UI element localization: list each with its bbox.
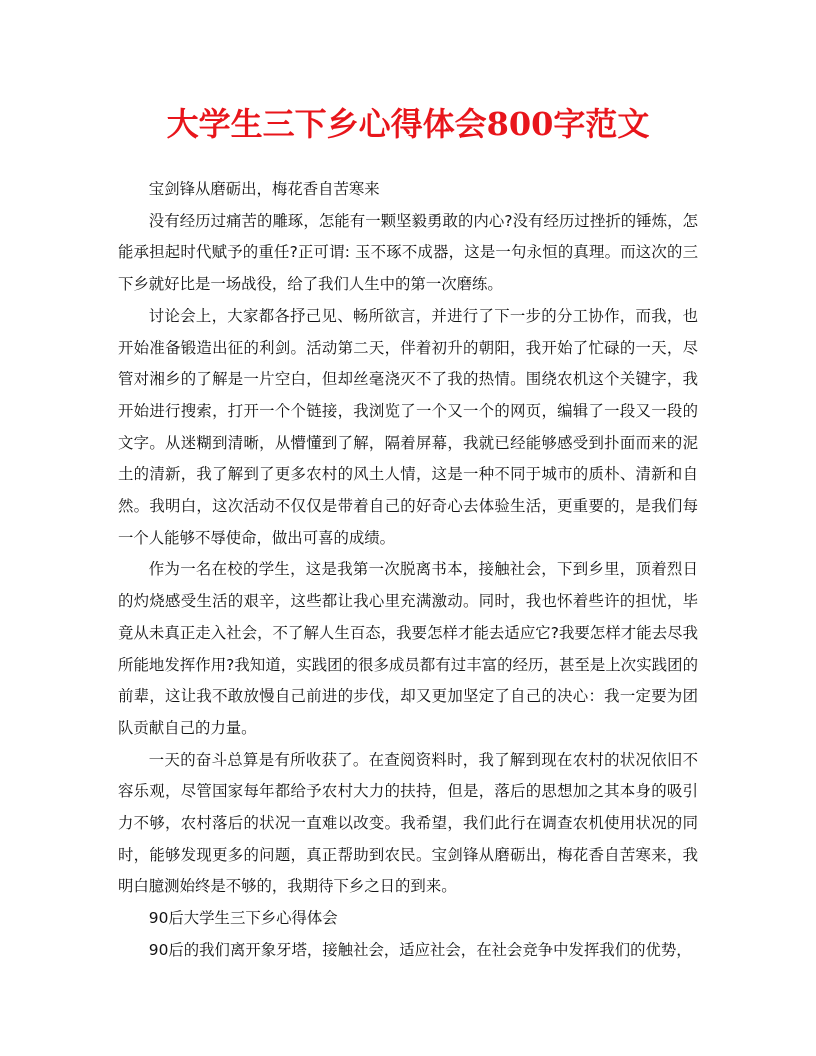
- paragraph: 作为一名在校的学生，这是我第一次脱离书本，接触社会，下到乡里，顶着烈日的灼烧感受生活的艰辛，这些都让我心里充满激动。同时，我也怀着些许的担忧，毕竟从未真正走入社会，不了解人生百态，我要怎样才能去适应它?我要怎样才能去尽我所能地发挥作用?我知道，实践团的很多成员都有过丰富的经历，甚至是上次实践团的前辈，这让我不敢放慢自己前进的步伐，却又更加坚定了自己的决心：我一定要为团队贡献自己的力量。: [118, 560, 698, 737]
- document-title: 大学生三下乡心得体会800字范文: [166, 105, 650, 143]
- paragraph-subheading-1: 宝剑锋从磨砺出，梅花香自苦寒来: [148, 180, 380, 198]
- paragraph-subheading-2: 90后大学生三下乡心得体会: [148, 909, 338, 928]
- paragraph: 90后的我们离开象牙塔，接触社会，适应社会，在社会竞争中发挥我们的优势，: [148, 940, 692, 959]
- paragraph: 一天的奋斗总算是有所收获了。在查阅资料时，我了解到现在农村的状况依旧不容乐观，尽管国家每年都给予农村大力的扶持，但是，落后的思想加之其本身的吸引力不够，农村落后的状况一直难以改变。我希望，我们此行在调查农机使用状况的同时，能够发现更多的问题，真正帮助到农民。宝剑锋从磨砺出，梅花香自苦寒来，我明白臆测始终是不够的，我期待下乡之日的到来。: [118, 750, 698, 896]
- paragraph: 讨论会上，大家都各抒己见、畅所欲言，并进行了下一步的分工协作，而我，也开始准备锻造出征的利剑。活动第二天，伴着初升的朝阳，我开始了忙碌的一天，尽管对湘乡的了解是一片空白，但却丝毫浇灭不了我的热情。围绕农机这个关键字，我开始进行搜索，打开一个个链接，我浏览了一个又一个的网页，编辑了一段又一段的文字。从迷糊到清晰，从懵懂到了解，隔着屏幕，我就已经能够感受到扑面而来的泥土的清新，我了解到了更多农村的风土人情，这是一种不同于城市的质朴、清新和自然。我明白，这次活动不仅仅是带着自己的好奇心去体验生活，更重要的，是我们每一个人能够不辱使命，做出可喜的成绩。: [118, 306, 698, 547]
- document-body: [118, 174, 698, 967]
- paragraph: 没有经历过痛苦的雕琢，怎能有一颗坚毅勇敢的内心?没有经历过挫折的锤炼，怎能承担起时代赋予的重任?正可谓: 玉不琢不成器，这是一句永恒的真理。而这次的三下乡就好比是一场战役，给了我们人生中的第一次磨练。: [118, 211, 698, 294]
